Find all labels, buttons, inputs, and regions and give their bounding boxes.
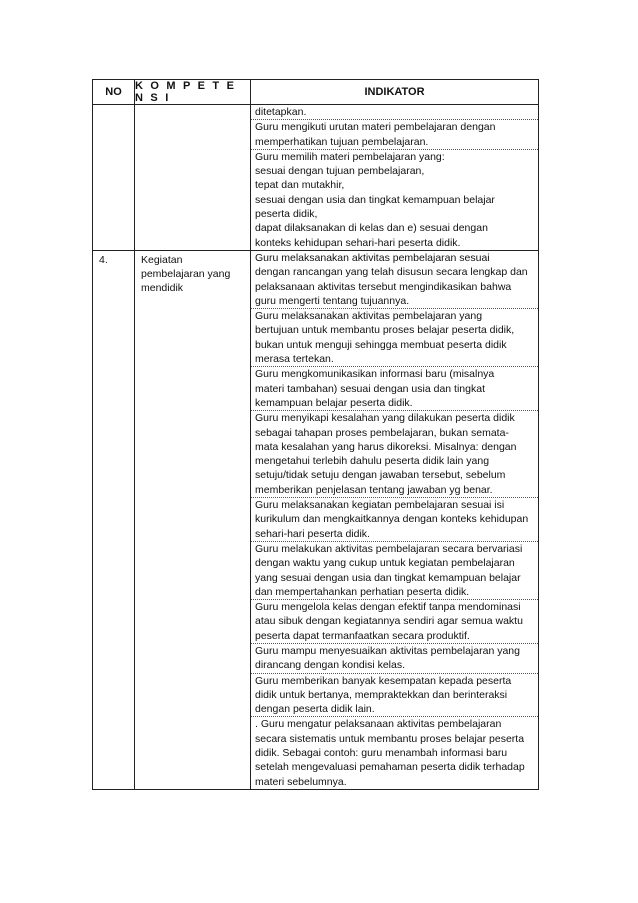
indikator-cell — [251, 120, 538, 150]
indikator-line: setelah mengevaluasi pemahaman peserta didik terhadap — [255, 761, 525, 774]
table-header — [93, 80, 538, 105]
indikator-line: tepat dan mutakhir, — [255, 179, 345, 192]
indikator-line: bukan untuk menguji sehingga membuat peserta didik — [255, 338, 507, 351]
indikator-line: pelaksanaan aktivitas tersebut mengindikasikan bahwa — [255, 280, 512, 293]
header-indikator: INDIKATOR — [250, 80, 538, 104]
indikator-cell — [251, 309, 538, 367]
indikator-cell — [251, 411, 538, 498]
indikator-cell — [251, 498, 538, 542]
indikator-line: guru mengerti tentang tujuannya. — [255, 294, 410, 307]
indikator-line: peserta dapat termanfaatkan secara produktif. — [255, 629, 470, 642]
indikator-line: Guru mengikuti urutan materi pembelajaran dengan — [255, 121, 496, 134]
indikator-line: yang sesuai dengan usia dan tingkat kemampuan belajar — [255, 571, 521, 584]
indikator-line: materi sebelumnya. — [255, 775, 347, 788]
indikator-line: secara sistematis untuk membantu proses belajar peserta — [255, 732, 525, 745]
indikator-line: sehari-hari peserta didik. — [255, 527, 370, 540]
indikator-line: atau sibuk dengan kegiatannya sendiri agar semua waktu — [255, 615, 523, 628]
indikator-line: materi tambahan) sesuai dengan usia dan tingkat — [255, 382, 485, 395]
indikator-line: dengan peserta didik lain. — [255, 703, 375, 716]
kompetensi-line: mendidik — [141, 281, 184, 294]
table-row-4 — [93, 251, 538, 790]
indikator-cell — [251, 251, 538, 309]
indikator-line: Guru mengelola kelas dengan efektif tanpa mendominasi — [255, 601, 521, 614]
indikator-line: Guru memilih materi pembelajaran yang: — [255, 150, 445, 163]
indikator-line: dirancang dengan kondisi kelas. — [255, 659, 406, 672]
indikator-line: memberikan penjelasan tentang jawaban yg benar. — [255, 483, 493, 496]
indikator-cell — [251, 367, 538, 411]
row-number-cell: 4. — [99, 253, 108, 266]
indikator-line: Guru mampu menyesuaikan aktivitas pembelajaran yang — [255, 644, 520, 657]
indikator-line: didik. Sebagai contoh: guru menambah informasi baru — [255, 747, 508, 760]
indikator-line: dan mempertahankan perhatian peserta didik. — [255, 585, 470, 598]
indikator-line: Guru melaksanakan aktivitas pembelajaran sesuai — [255, 251, 490, 264]
indikator-line: dengan waktu yang cukup untuk kegiatan pembelajaran — [255, 557, 515, 570]
indikator-line: Guru memberikan banyak kesempatan kepada peserta — [255, 674, 512, 687]
indikator-column — [250, 105, 538, 250]
indikator-line: sebagai tahapan proses pembelajaran, bukan semata- — [255, 426, 509, 439]
indikator-line: . Guru mengatur pelaksanaan aktivitas pembelajaran — [255, 718, 502, 731]
kompetensi-cell — [134, 251, 250, 789]
indikator-line: setuju/tidak setuju dengan jawaban tersebut, sebelum — [255, 469, 506, 482]
row-number-cell — [93, 105, 134, 250]
indikator-line: sesuai dengan usia dan tingkat kemampuan belajar — [255, 193, 495, 206]
indikator-column — [250, 251, 538, 789]
indikator-cell — [251, 105, 538, 120]
header-no: NO — [105, 86, 122, 98]
indikator-cell — [251, 150, 538, 250]
kompetensi-cell — [134, 105, 250, 250]
indikator-line: mata kesalahan yang harus dikoreksi. Misalnya: dengan — [255, 440, 517, 453]
indikator-line: ditetapkan. — [255, 106, 307, 118]
indikator-line: mengetahui terlebih dahulu peserta didik lain yang — [255, 455, 490, 468]
indikator-line: konteks kehidupan sehari-hari peserta didik. — [255, 236, 461, 249]
indikator-cell — [251, 600, 538, 644]
indikator-line: kurikulum dan mengkaitkannya dengan konteks kehidupan — [255, 513, 529, 526]
indikator-line: dapat dilaksanakan di kelas dan e) sesuai dengan — [255, 222, 488, 235]
indikator-line: Guru melaksanakan aktivitas pembelajaran yang — [255, 310, 483, 323]
table-row-continued — [93, 105, 538, 251]
indikator-cell — [251, 674, 538, 718]
indicator-table — [92, 79, 539, 790]
indikator-line: bertujuan untuk membantu proses belajar peserta didik, — [255, 324, 515, 337]
indikator-line: kemampuan belajar peserta didik. — [255, 396, 413, 409]
indikator-cell — [251, 644, 538, 674]
indikator-line: memperhatikan tujuan pembelajaran. — [255, 135, 429, 148]
indikator-cell — [251, 717, 538, 788]
indikator-line: didik untuk bertanya, mempraktekkan dan berinteraksi — [255, 688, 508, 701]
indikator-line: Guru mengkomunikasikan informasi baru (misalnya — [255, 368, 495, 381]
kompetensi-line: Kegiatan — [141, 253, 183, 266]
header-kompetensi: K O M P E T E N S I — [134, 80, 250, 104]
indikator-line: merasa tertekan. — [255, 353, 334, 366]
kompetensi-line: pembelajaran yang — [141, 267, 231, 280]
indikator-line: Guru menyikapi kesalahan yang dilakukan peserta didik — [255, 412, 515, 425]
indikator-line: peserta didik, — [255, 208, 318, 221]
indikator-cell — [251, 542, 538, 600]
indikator-line: Guru melakukan aktivitas pembelajaran secara bervariasi — [255, 542, 523, 555]
indikator-line: Guru melaksanakan kegiatan pembelajaran sesuai isi — [255, 499, 505, 512]
indikator-line: dengan rancangan yang telah disusun secara lengkap dan — [255, 266, 528, 279]
indikator-line: sesuai dengan tujuan pembelajaran, — [255, 165, 425, 178]
